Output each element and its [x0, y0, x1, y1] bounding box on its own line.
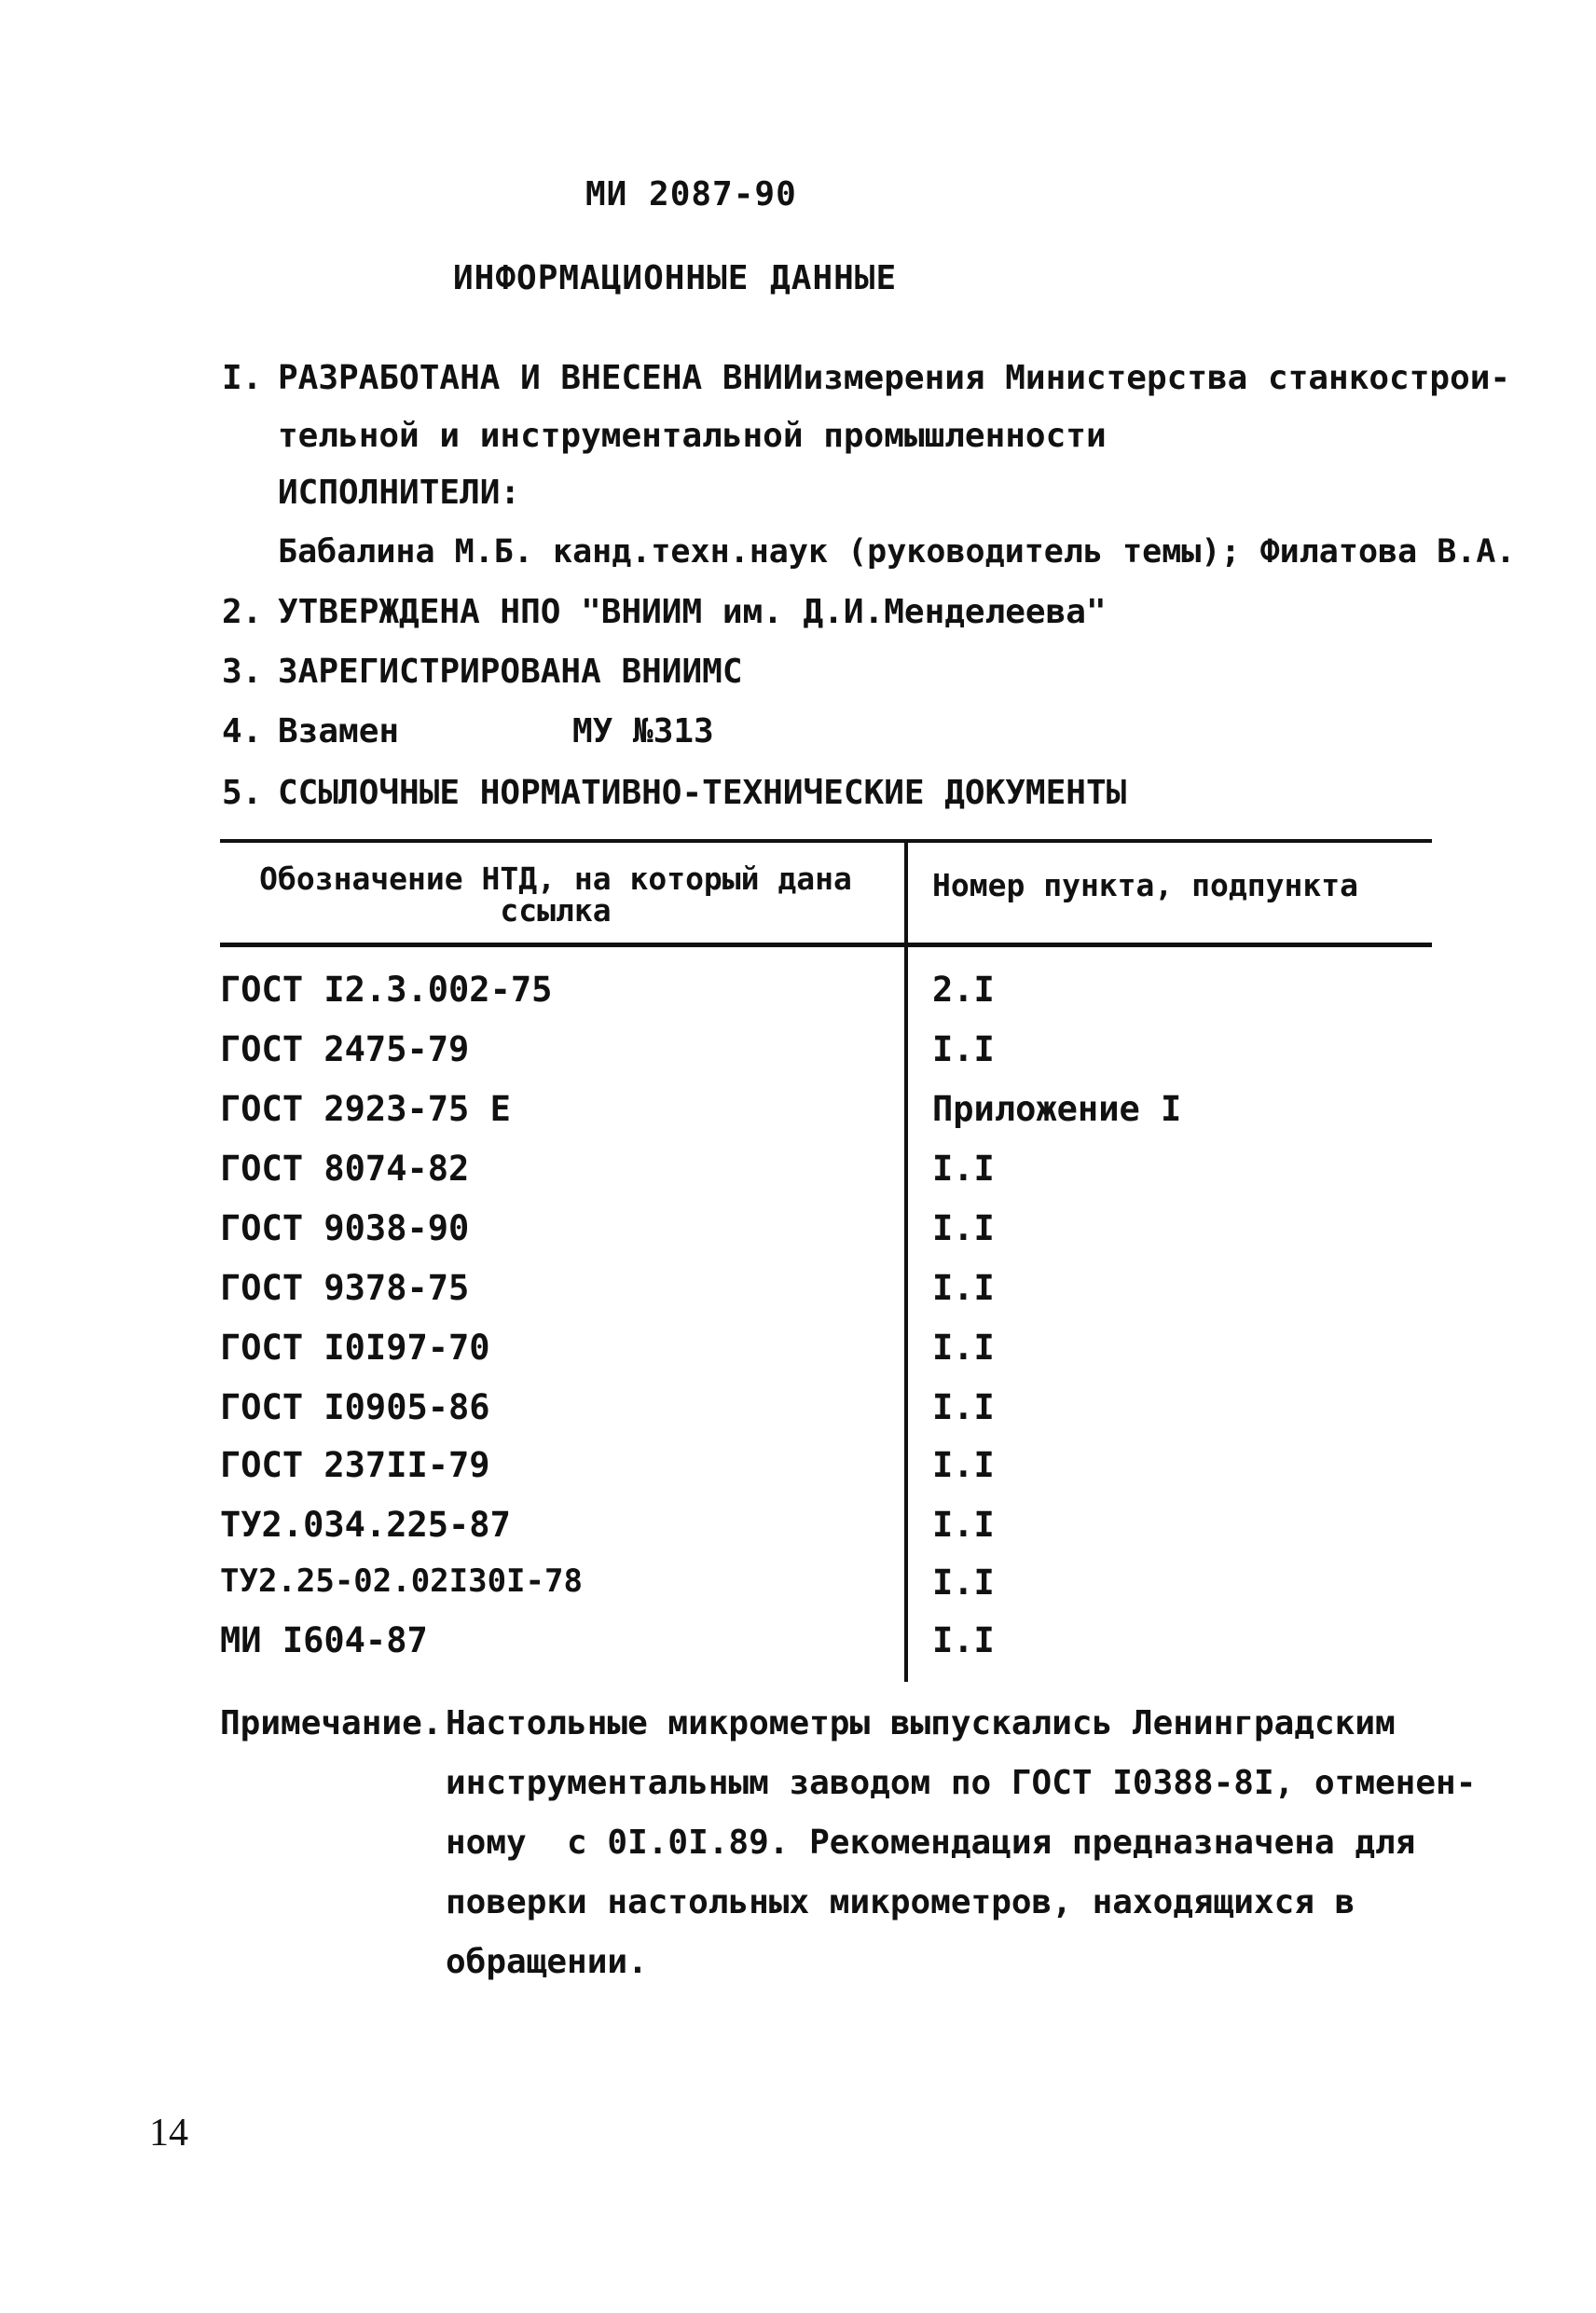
table-cell-clause: I.I	[932, 1505, 995, 1545]
item-text: Взамен	[278, 712, 400, 750]
executors-label: ИСПОЛНИТЕЛИ:	[278, 474, 521, 512]
table-cell-designation: ГОСТ I0905-86	[220, 1387, 490, 1427]
item-number: I.	[222, 359, 263, 397]
table-top-rule	[220, 839, 1432, 843]
note-line: ному с 0I.0I.89. Рекомендация предназначена для	[446, 1824, 1416, 1862]
table-cell-clause: I.I	[932, 1445, 995, 1485]
table-column-divider	[904, 839, 908, 1682]
note-line: инструментальным заводом по ГОСТ I0388-8I, отменен-	[446, 1764, 1477, 1802]
table-cell-designation: ТУ2.25-02.02I30I-78	[220, 1563, 583, 1600]
table-cell-designation: МИ I604-87	[220, 1620, 428, 1660]
table-cell-designation: ГОСТ 2923-75 Е	[220, 1089, 511, 1129]
table-cell-designation: ГОСТ I0I97-70	[220, 1328, 490, 1368]
note-label: Примечание.	[220, 1704, 443, 1742]
table-cell-designation: ГОСТ 2475-79	[220, 1029, 470, 1069]
executors-names: Бабалина М.Б. канд.техн.наук (руководитель темы); Филатова В.А.	[278, 533, 1516, 571]
item-1-line-1	[222, 359, 1510, 397]
table-cell-clause: I.I	[932, 1268, 995, 1308]
table-cell-clause: Приложение I	[932, 1089, 1182, 1129]
item-4-replaces: МУ №313	[572, 712, 714, 750]
table-cell-clause: I.I	[932, 1208, 995, 1248]
table-header-rule	[220, 943, 1432, 947]
table-cell-designation: ГОСТ 9038-90	[220, 1208, 470, 1248]
doc-code: МИ 2087-90	[585, 175, 797, 213]
table-cell-designation: ГОСТ 237II-79	[220, 1445, 490, 1485]
table-cell-clause: 2.I	[932, 970, 995, 1010]
table-header-designation: Обозначение НТД, на который дана ссылка	[259, 860, 852, 929]
note-line: Настольные микрометры выпускались Ленинградским	[446, 1704, 1396, 1742]
table-header-clause: Номер пункта, подпункта	[932, 867, 1358, 903]
item-number: 4.	[222, 712, 263, 750]
item-5	[222, 774, 1126, 812]
item-number: 3.	[222, 653, 263, 691]
item-text: УТВЕРЖДЕНА НПО "ВНИИМ им. Д.И.Менделеева"	[278, 593, 1107, 631]
doc-title: ИНФОРМАЦИОННЫЕ ДАННЫЕ	[453, 259, 898, 297]
item-3	[222, 653, 743, 691]
item-text: РАЗРАБОТАНА И ВНЕСЕНА ВНИИизмерения Министерства станкострои-	[278, 359, 1511, 397]
item-2	[222, 593, 1107, 631]
table-cell-designation: ГОСТ 8074-82	[220, 1149, 470, 1189]
table-cell-clause: I.I	[932, 1387, 995, 1427]
table-cell-clause: I.I	[932, 1029, 995, 1069]
item-number: 5.	[222, 774, 263, 812]
table-cell-clause: I.I	[932, 1563, 995, 1603]
table-cell-designation: ГОСТ I2.3.002-75	[220, 970, 553, 1010]
note-line: обращении.	[446, 1943, 648, 1981]
page-number: 14	[149, 2112, 188, 2155]
table-cell-designation: ГОСТ 9378-75	[220, 1268, 470, 1308]
item-text: ССЫЛОЧНЫЕ НОРМАТИВНО-ТЕХНИЧЕСКИЕ ДОКУМЕНТЫ	[278, 774, 1127, 812]
table-cell-designation: ТУ2.034.225-87	[220, 1505, 511, 1545]
note-line: поверки настольных микрометров, находящихся в	[446, 1883, 1355, 1921]
table-cell-clause: I.I	[932, 1149, 995, 1189]
item-number: 2.	[222, 593, 263, 631]
item-1-line-2: тельной и инструментальной промышленности	[278, 417, 1107, 455]
table-cell-clause: I.I	[932, 1328, 995, 1368]
table-cell-clause: I.I	[932, 1620, 995, 1660]
item-text: ЗАРЕГИСТРИРОВАНА ВНИИМС	[278, 653, 743, 691]
item-4	[222, 712, 399, 750]
